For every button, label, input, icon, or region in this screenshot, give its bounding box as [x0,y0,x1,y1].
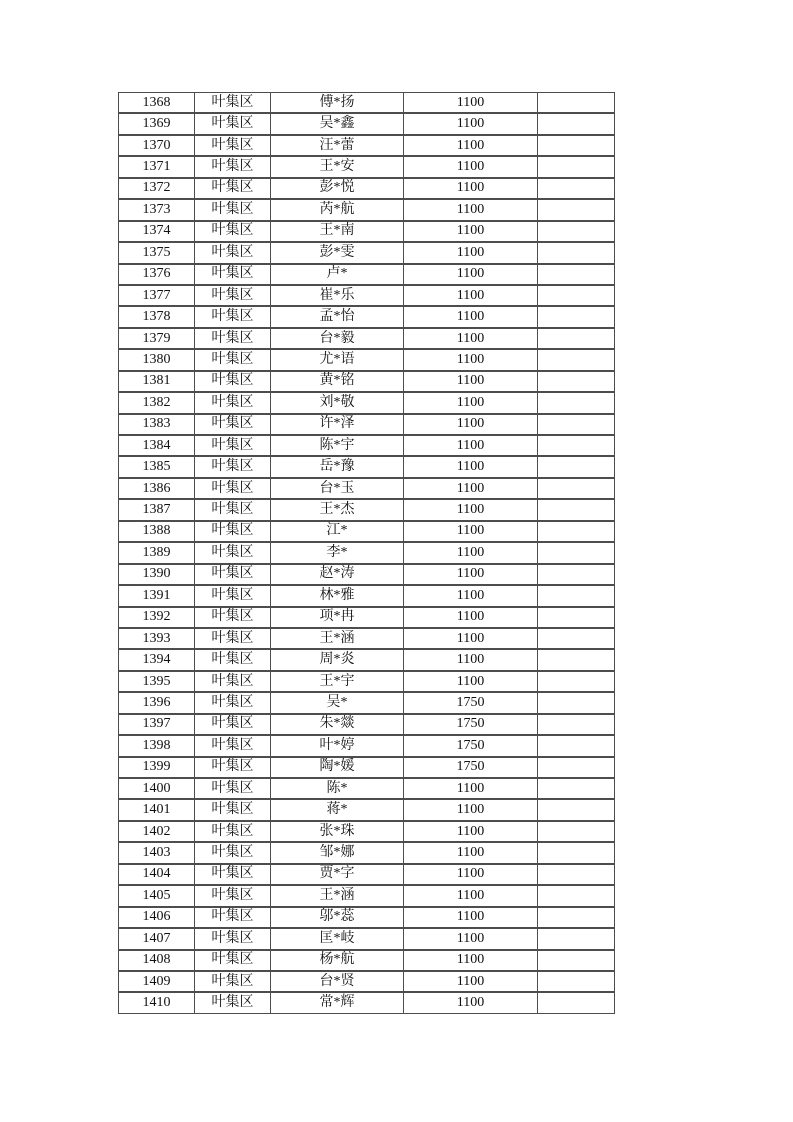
cell-remark [538,885,615,906]
cell-remark [538,499,615,520]
cell-amount: 1100 [404,799,538,820]
cell-district: 叶集区 [195,971,271,992]
cell-remark [538,328,615,349]
cell-amount: 1100 [404,285,538,306]
cell-district: 叶集区 [195,371,271,392]
cell-serial-number: 1394 [118,649,195,670]
table-row [118,542,615,563]
cell-serial-number: 1377 [118,285,195,306]
cell-serial-number: 1401 [118,799,195,820]
cell-serial-number: 1386 [118,478,195,499]
cell-district: 叶集区 [195,478,271,499]
cell-remark [538,735,615,756]
table-row [118,928,615,949]
cell-remark [538,371,615,392]
cell-serial-number: 1409 [118,971,195,992]
cell-serial-number: 1376 [118,264,195,285]
cell-serial-number: 1380 [118,349,195,370]
table-row [118,221,615,242]
cell-serial-number: 1381 [118,371,195,392]
cell-serial-number: 1393 [118,628,195,649]
cell-masked-name: 陈* [271,778,404,799]
cell-remark [538,992,615,1014]
cell-amount: 1100 [404,242,538,263]
cell-serial-number: 1382 [118,392,195,413]
cell-masked-name: 孟*怡 [271,306,404,327]
cell-district: 叶集区 [195,285,271,306]
cell-masked-name: 赵*涛 [271,564,404,585]
cell-district: 叶集区 [195,499,271,520]
cell-masked-name: 卢* [271,264,404,285]
cell-serial-number: 1391 [118,585,195,606]
table-row [118,842,615,863]
cell-masked-name: 张*珠 [271,821,404,842]
cell-district: 叶集区 [195,92,271,113]
cell-district: 叶集区 [195,799,271,820]
cell-masked-name: 汪*蕾 [271,135,404,156]
cell-masked-name: 贾*字 [271,864,404,885]
cell-district: 叶集区 [195,156,271,177]
table-row [118,199,615,220]
table-row [118,628,615,649]
cell-amount: 1750 [404,714,538,735]
cell-district: 叶集区 [195,521,271,542]
cell-serial-number: 1404 [118,864,195,885]
cell-district: 叶集区 [195,907,271,928]
cell-masked-name: 蒋* [271,799,404,820]
cell-serial-number: 1410 [118,992,195,1014]
cell-amount: 1100 [404,499,538,520]
table-row [118,135,615,156]
cell-district: 叶集区 [195,349,271,370]
cell-district: 叶集区 [195,649,271,670]
table-row [118,306,615,327]
cell-masked-name: 许*泽 [271,414,404,435]
cell-masked-name: 王*南 [271,221,404,242]
cell-serial-number: 1402 [118,821,195,842]
cell-remark [538,478,615,499]
table-row [118,456,615,477]
cell-masked-name: 王*涵 [271,628,404,649]
table-row [118,521,615,542]
cell-serial-number: 1383 [118,414,195,435]
cell-district: 叶集区 [195,864,271,885]
cell-district: 叶集区 [195,757,271,778]
table-row [118,349,615,370]
cell-masked-name: 王*安 [271,156,404,177]
cell-serial-number: 1375 [118,242,195,263]
cell-district: 叶集区 [195,628,271,649]
cell-district: 叶集区 [195,671,271,692]
cell-masked-name: 岳*豫 [271,456,404,477]
cell-masked-name: 邹*娜 [271,842,404,863]
cell-district: 叶集区 [195,392,271,413]
table-row [118,585,615,606]
cell-masked-name: 陈*宇 [271,435,404,456]
cell-remark [538,799,615,820]
cell-serial-number: 1398 [118,735,195,756]
cell-serial-number: 1370 [118,135,195,156]
cell-serial-number: 1403 [118,842,195,863]
cell-remark [538,585,615,606]
cell-masked-name: 叶*婷 [271,735,404,756]
cell-serial-number: 1373 [118,199,195,220]
table-row [118,907,615,928]
cell-amount: 1100 [404,821,538,842]
table-row [118,371,615,392]
cell-masked-name: 李* [271,542,404,563]
cell-remark [538,113,615,134]
cell-masked-name: 傅*扬 [271,92,404,113]
cell-amount: 1750 [404,692,538,713]
cell-amount: 1100 [404,435,538,456]
cell-amount: 1100 [404,349,538,370]
table-row [118,992,615,1014]
cell-remark [538,242,615,263]
cell-amount: 1100 [404,628,538,649]
cell-amount: 1100 [404,928,538,949]
table-row [118,564,615,585]
cell-masked-name: 黄*铭 [271,371,404,392]
cell-remark [538,349,615,370]
cell-amount: 1100 [404,113,538,134]
cell-amount: 1100 [404,885,538,906]
cell-masked-name: 吴* [271,692,404,713]
cell-masked-name: 台*毅 [271,328,404,349]
cell-district: 叶集区 [195,199,271,220]
cell-serial-number: 1392 [118,607,195,628]
cell-amount: 1100 [404,907,538,928]
table-row [118,950,615,971]
table-row [118,607,615,628]
cell-amount: 1100 [404,328,538,349]
cell-amount: 1100 [404,971,538,992]
cell-remark [538,778,615,799]
cell-district: 叶集区 [195,435,271,456]
cell-serial-number: 1405 [118,885,195,906]
table-row [118,671,615,692]
table-row [118,757,615,778]
table-row [118,735,615,756]
cell-serial-number: 1384 [118,435,195,456]
table-row [118,692,615,713]
cell-remark [538,842,615,863]
cell-remark [538,692,615,713]
cell-serial-number: 1390 [118,564,195,585]
cell-remark [538,199,615,220]
cell-amount: 1100 [404,950,538,971]
cell-amount: 1100 [404,135,538,156]
cell-serial-number: 1407 [118,928,195,949]
cell-remark [538,607,615,628]
cell-masked-name: 江* [271,521,404,542]
cell-district: 叶集区 [195,714,271,735]
cell-masked-name: 王*宇 [271,671,404,692]
cell-amount: 1100 [404,178,538,199]
cell-district: 叶集区 [195,456,271,477]
cell-remark [538,392,615,413]
cell-serial-number: 1396 [118,692,195,713]
records-table [118,92,615,1014]
cell-remark [538,521,615,542]
table-row [118,971,615,992]
cell-remark [538,435,615,456]
cell-serial-number: 1369 [118,113,195,134]
cell-district: 叶集区 [195,607,271,628]
cell-district: 叶集区 [195,178,271,199]
table-row [118,392,615,413]
cell-district: 叶集区 [195,564,271,585]
cell-amount: 1100 [404,778,538,799]
cell-masked-name: 项*冉 [271,607,404,628]
cell-serial-number: 1408 [118,950,195,971]
cell-district: 叶集区 [195,113,271,134]
table-row [118,178,615,199]
cell-masked-name: 陶*媛 [271,757,404,778]
cell-district: 叶集区 [195,542,271,563]
cell-serial-number: 1379 [118,328,195,349]
cell-amount: 1100 [404,221,538,242]
cell-masked-name: 王*涵 [271,885,404,906]
table-row [118,649,615,670]
table-row [118,499,615,520]
cell-amount: 1100 [404,864,538,885]
table-row [118,156,615,177]
cell-masked-name: 刘*敬 [271,392,404,413]
cell-masked-name: 朱*燚 [271,714,404,735]
cell-remark [538,135,615,156]
cell-district: 叶集区 [195,778,271,799]
table-row [118,92,615,113]
table-row [118,113,615,134]
cell-amount: 1100 [404,992,538,1014]
cell-amount: 1100 [404,199,538,220]
table-body [118,92,615,1014]
cell-remark [538,757,615,778]
cell-amount: 1100 [404,542,538,563]
cell-amount: 1100 [404,456,538,477]
cell-remark [538,156,615,177]
cell-amount: 1100 [404,649,538,670]
cell-remark [538,907,615,928]
cell-amount: 1100 [404,564,538,585]
cell-district: 叶集区 [195,821,271,842]
cell-masked-name: 林*雅 [271,585,404,606]
cell-remark [538,306,615,327]
cell-serial-number: 1397 [118,714,195,735]
cell-amount: 1100 [404,842,538,863]
cell-district: 叶集区 [195,992,271,1014]
cell-district: 叶集区 [195,306,271,327]
cell-serial-number: 1385 [118,456,195,477]
cell-amount: 1100 [404,264,538,285]
cell-remark [538,950,615,971]
cell-district: 叶集区 [195,928,271,949]
table-row [118,242,615,263]
cell-serial-number: 1395 [118,671,195,692]
cell-district: 叶集区 [195,735,271,756]
cell-masked-name: 彭*悦 [271,178,404,199]
cell-serial-number: 1374 [118,221,195,242]
cell-amount: 1100 [404,306,538,327]
cell-remark [538,92,615,113]
cell-masked-name: 匡*岐 [271,928,404,949]
cell-amount: 1100 [404,607,538,628]
cell-remark [538,628,615,649]
cell-amount: 1750 [404,735,538,756]
cell-masked-name: 吴*鑫 [271,113,404,134]
cell-serial-number: 1399 [118,757,195,778]
cell-remark [538,264,615,285]
cell-district: 叶集区 [195,885,271,906]
cell-district: 叶集区 [195,328,271,349]
cell-masked-name: 常*辉 [271,992,404,1014]
cell-amount: 1100 [404,392,538,413]
table-row [118,264,615,285]
cell-serial-number: 1368 [118,92,195,113]
table-row [118,714,615,735]
cell-serial-number: 1371 [118,156,195,177]
cell-district: 叶集区 [195,135,271,156]
table-row [118,799,615,820]
table-row [118,885,615,906]
cell-district: 叶集区 [195,264,271,285]
cell-masked-name: 台*玉 [271,478,404,499]
cell-district: 叶集区 [195,950,271,971]
cell-remark [538,971,615,992]
cell-remark [538,714,615,735]
cell-remark [538,542,615,563]
cell-amount: 1100 [404,371,538,392]
cell-district: 叶集区 [195,242,271,263]
cell-masked-name: 芮*航 [271,199,404,220]
table-row [118,414,615,435]
cell-masked-name: 彭*雯 [271,242,404,263]
cell-remark [538,178,615,199]
table-row [118,285,615,306]
cell-amount: 1100 [404,478,538,499]
cell-serial-number: 1400 [118,778,195,799]
cell-amount: 1100 [404,414,538,435]
cell-district: 叶集区 [195,414,271,435]
cell-amount: 1100 [404,92,538,113]
cell-masked-name: 崔*乐 [271,285,404,306]
cell-remark [538,864,615,885]
cell-amount: 1750 [404,757,538,778]
cell-masked-name: 邬*蕊 [271,907,404,928]
cell-masked-name: 台*贤 [271,971,404,992]
cell-amount: 1100 [404,585,538,606]
cell-remark [538,821,615,842]
cell-amount: 1100 [404,521,538,542]
cell-masked-name: 杨*航 [271,950,404,971]
cell-masked-name: 尤*语 [271,349,404,370]
cell-serial-number: 1387 [118,499,195,520]
cell-remark [538,564,615,585]
table-row [118,821,615,842]
table-row [118,435,615,456]
table-row [118,864,615,885]
cell-remark [538,456,615,477]
cell-masked-name: 王*杰 [271,499,404,520]
cell-district: 叶集区 [195,842,271,863]
table-row [118,778,615,799]
cell-amount: 1100 [404,156,538,177]
cell-district: 叶集区 [195,692,271,713]
cell-serial-number: 1372 [118,178,195,199]
cell-serial-number: 1378 [118,306,195,327]
cell-serial-number: 1389 [118,542,195,563]
cell-district: 叶集区 [195,221,271,242]
cell-serial-number: 1388 [118,521,195,542]
cell-remark [538,414,615,435]
cell-district: 叶集区 [195,585,271,606]
table-row [118,328,615,349]
cell-amount: 1100 [404,671,538,692]
cell-remark [538,285,615,306]
cell-serial-number: 1406 [118,907,195,928]
cell-remark [538,928,615,949]
cell-remark [538,671,615,692]
cell-remark [538,649,615,670]
table-row [118,478,615,499]
cell-remark [538,221,615,242]
cell-masked-name: 周*炎 [271,649,404,670]
